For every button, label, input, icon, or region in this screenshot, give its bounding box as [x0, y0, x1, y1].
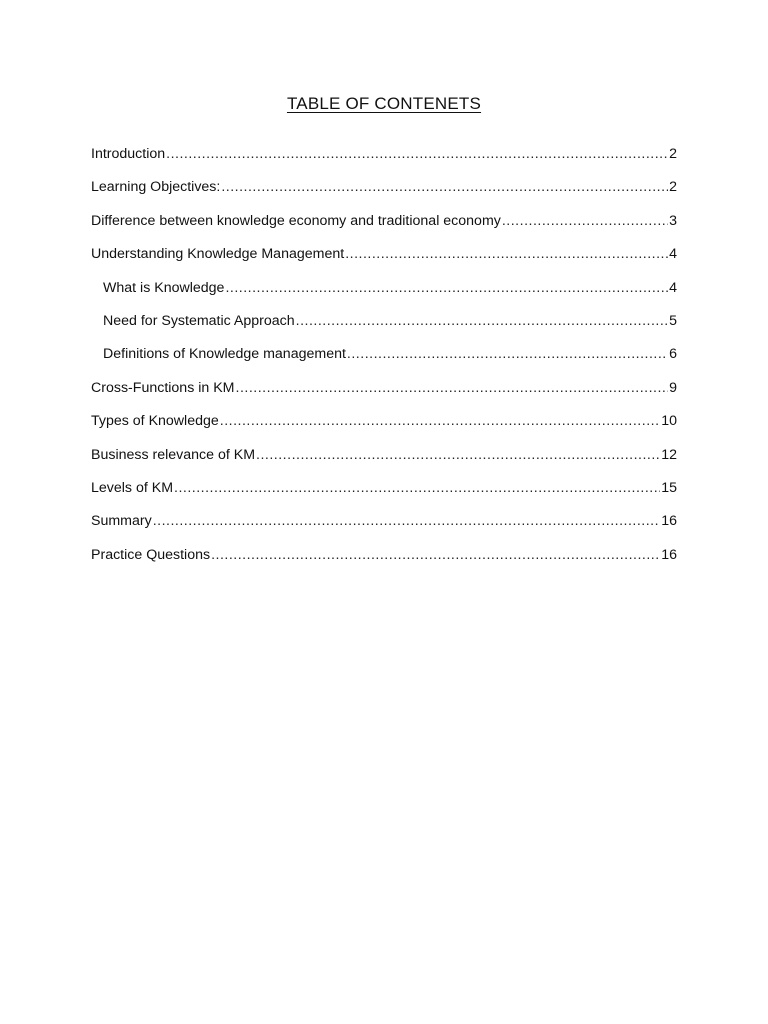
toc-entry-label: Need for Systematic Approach [103, 312, 295, 329]
toc-page-number: 15 [661, 479, 677, 496]
toc-entry-introduction[interactable] [91, 144, 677, 177]
toc-entry-label: Introduction [91, 146, 166, 162]
toc-dot-leader [296, 311, 668, 331]
toc-dot-leader [256, 445, 660, 465]
toc-entry-label: Types of Knowledge [91, 413, 219, 430]
toc-entry-label: Summary [91, 513, 152, 530]
toc-dot-leader [502, 211, 668, 231]
toc-title: TABLE OF CONTENETS [286, 94, 482, 113]
toc-page-number: 3 [669, 212, 677, 229]
toc-dot-leader [220, 411, 660, 431]
toc-entry-levels-of-km[interactable] [91, 478, 677, 511]
toc-page-number: 2 [669, 179, 677, 196]
toc-entry-business-relevance[interactable] [91, 445, 677, 478]
toc-entry-label: Levels of KM [91, 479, 174, 496]
toc-entry-cross-functions[interactable] [91, 378, 677, 411]
toc-entry-label: Definitions of Knowledge management [103, 346, 346, 363]
toc-entry-practice-questions[interactable] [91, 545, 677, 578]
toc-entry-label: Difference between knowledge economy and traditional economy [91, 212, 501, 229]
table-of-contents [91, 144, 677, 578]
toc-page-number: 12 [661, 446, 677, 463]
toc-entry-understanding-km[interactable] [91, 244, 677, 277]
toc-entry-label: What is Knowledge [103, 279, 225, 296]
toc-page-number: 9 [669, 379, 677, 396]
toc-dot-leader [225, 278, 668, 298]
toc-dot-leader [347, 344, 668, 364]
toc-dot-leader [153, 511, 661, 531]
toc-dot-leader [211, 545, 660, 565]
toc-entry-learning-objectives[interactable] [91, 177, 677, 210]
toc-page-number: 2 [669, 146, 677, 162]
toc-dot-leader [345, 244, 668, 264]
toc-page-number: 4 [669, 246, 677, 263]
toc-entry-summary[interactable] [91, 511, 677, 544]
toc-entry-label: Understanding Knowledge Management [91, 246, 345, 263]
toc-entry-km-definitions[interactable] [91, 344, 677, 377]
toc-page-number: 6 [669, 346, 677, 363]
toc-entry-label: Learning Objectives: [91, 179, 221, 196]
toc-dot-leader [221, 177, 668, 197]
toc-page-number: 10 [661, 413, 677, 430]
toc-dot-leader [174, 478, 660, 498]
toc-page-number: 16 [661, 546, 677, 563]
toc-dot-leader [236, 378, 669, 398]
toc-page-number: 4 [669, 279, 677, 296]
toc-dot-leader [166, 144, 668, 164]
toc-entry-types-of-knowledge[interactable] [91, 411, 677, 444]
toc-entry-systematic-approach[interactable] [91, 311, 677, 344]
toc-page-number: 5 [669, 312, 677, 329]
toc-entry-difference-economy[interactable] [91, 211, 677, 244]
toc-page-number: 16 [661, 513, 677, 530]
toc-entry-label: Cross-Functions in KM [91, 379, 235, 396]
toc-entry-label: Business relevance of KM [91, 446, 256, 463]
toc-entry-label: Practice Questions [91, 546, 211, 563]
toc-entry-what-is-knowledge[interactable] [91, 278, 677, 311]
